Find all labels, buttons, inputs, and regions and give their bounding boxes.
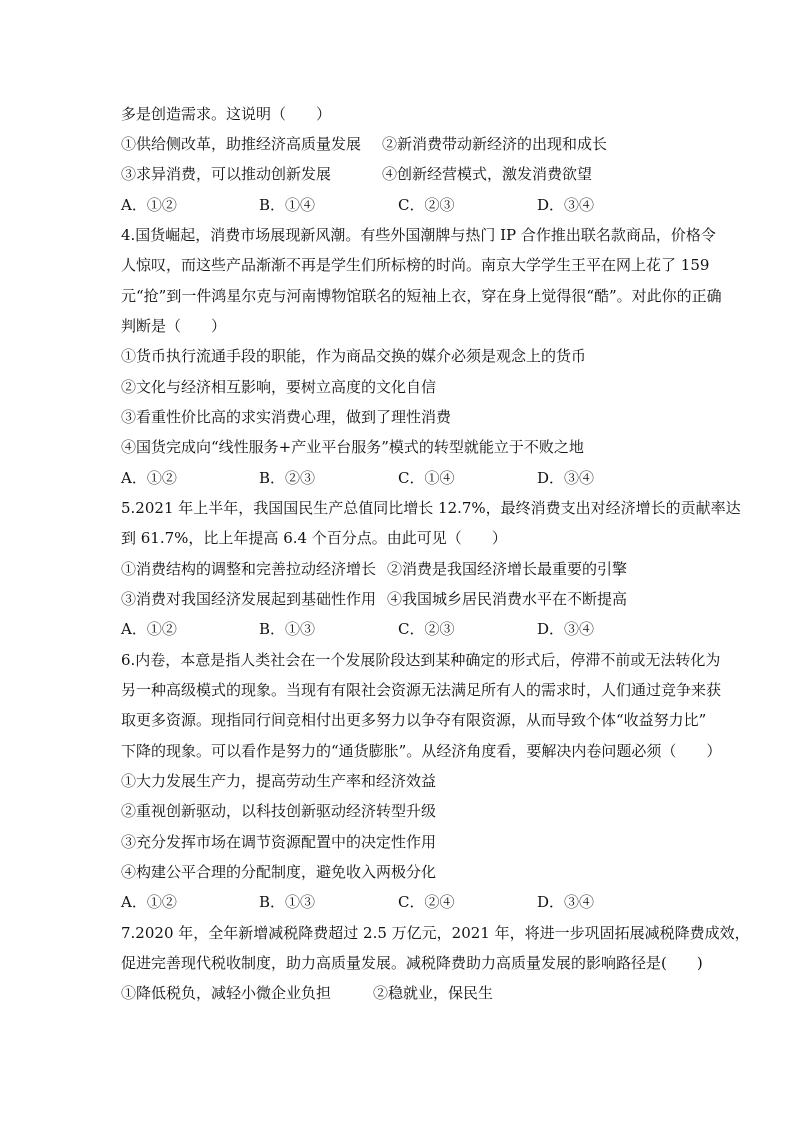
q6-choice-c: C．②④ [398,893,455,911]
q4-option-1: ①货币执行流通手段的职能，作为商品交换的媒介必须是观念上的货币 [121,347,587,365]
q4-choice-a: A．①② [121,469,177,487]
q6-choice-d: D．③④ [537,893,595,911]
q5-choice-d: D．③④ [537,620,595,638]
q6-option-4: ④构建公平合理的分配制度，避免收入两极分化 [121,863,437,881]
q6-stem-line-3: 取更多资源。现指同行间竞相付出更多努力以争夺有限资源，从而导致个体“收益努力比” [121,711,707,729]
q3-stem: 多是创造需求。这说明（ ） [121,105,332,123]
q3-choice-b: B．①④ [259,196,316,214]
q5-choice-b: B．①③ [259,620,316,638]
q7-stem-line-1: 7.2020 年，全年新增减税降费超过 2.5 万亿元，2021 年，将进一步巩固拓展减税降费成效， [121,924,750,942]
q6-choice-b: B．①③ [259,893,316,911]
q3-option-4: ④创新经营模式，激发消费欲望 [382,165,593,183]
q5-stem-line-2: 到 61.7%，比上年提高 6.4 个百分点。由此可见（ ） [121,529,507,547]
q3-choice-d: D．③④ [537,196,595,214]
q5-option-1: ①消费结构的调整和完善拉动经济增长 [121,560,377,578]
q5-choice-c: C．②③ [398,620,455,638]
q6-option-3: ③充分发挥市场在调节资源配置中的决定性作用 [121,833,437,851]
q5-choice-a: A．①② [121,620,177,638]
q6-stem-line-2: 另一种高级模式的现象。当现有有限社会资源无法满足所有人的需求时，人们通过竞争来获 [121,681,722,699]
q6-option-2: ②重视创新驱动，以科技创新驱动经济转型升级 [121,802,437,820]
q5-option-2: ②消费是我国经济增长最重要的引擎 [387,560,628,578]
q7-stem-line-2: 促进完善现代税收制度，助力高质量发展。减税降费助力高质量发展的影响路径是( ) [121,954,703,972]
q4-choice-d: D．③④ [537,469,595,487]
q5-stem-line-1: 5.2021 年上半年，我国国民生产总值同比增长 12.7%，最终消费支出对经济增长的贡献率达 [121,499,741,517]
q4-stem-line-3: 元“抢”到一件鸿星尔克与河南博物馆联名的短袖上衣，穿在身上觉得很“酷”。对此你的正确 [121,287,722,305]
q4-stem-line-2: 人惊叹，而这些产品渐渐不再是学生们所标榜的时尚。南京大学学生王平在网上花了 159 [121,256,710,274]
q6-choice-a: A．①② [121,893,177,911]
q4-stem-line-1: 4.国货崛起，消费市场展现新风潮。有些外国潮牌与热门 IP 合作推出联名款商品，价格令 [121,226,716,244]
q3-option-3: ③求异消费，可以推动创新发展 [121,165,332,183]
q3-choice-c: C．②③ [398,196,455,214]
q6-stem-line-1: 6.内卷，本意是指人类社会在一个发展阶段达到某种确定的形式后，停滞不前或无法转化为 [121,651,721,669]
q3-option-2: ②新消费带动新经济的出现和成长 [382,135,608,153]
q6-option-1: ①大力发展生产力，提高劳动生产率和经济效益 [121,772,437,790]
q3-option-1: ①供给侧改革，助推经济高质量发展 [121,135,362,153]
q4-stem-line-4: 判断是（ ） [121,317,227,335]
q5-option-4: ④我国城乡居民消费水平在不断提高 [387,590,628,608]
q7-option-2: ②稳就业，保民生 [373,984,494,1002]
q4-option-3: ③看重性价比高的求实消费心理，做到了理性消费 [121,408,452,426]
q4-option-2: ②文化与经济相互影响，要树立高度的文化自信 [121,378,437,396]
q5-option-3: ③消费对我国经济发展起到基础性作用 [121,590,377,608]
q4-choice-c: C．①④ [398,469,455,487]
q3-choice-a: A．①② [121,196,177,214]
q4-choice-b: B．②③ [259,469,316,487]
q6-stem-line-4: 下降的现象。可以看作是努力的“通货膨胀”。从经济角度看，要解决内卷问题必须（ ） [121,742,722,760]
q7-option-1: ①降低税负，减轻小微企业负担 [121,984,332,1002]
q4-option-4: ④国货完成向“线性服务+产业平台服务”模式的转型就能立于不败之地 [121,438,584,456]
